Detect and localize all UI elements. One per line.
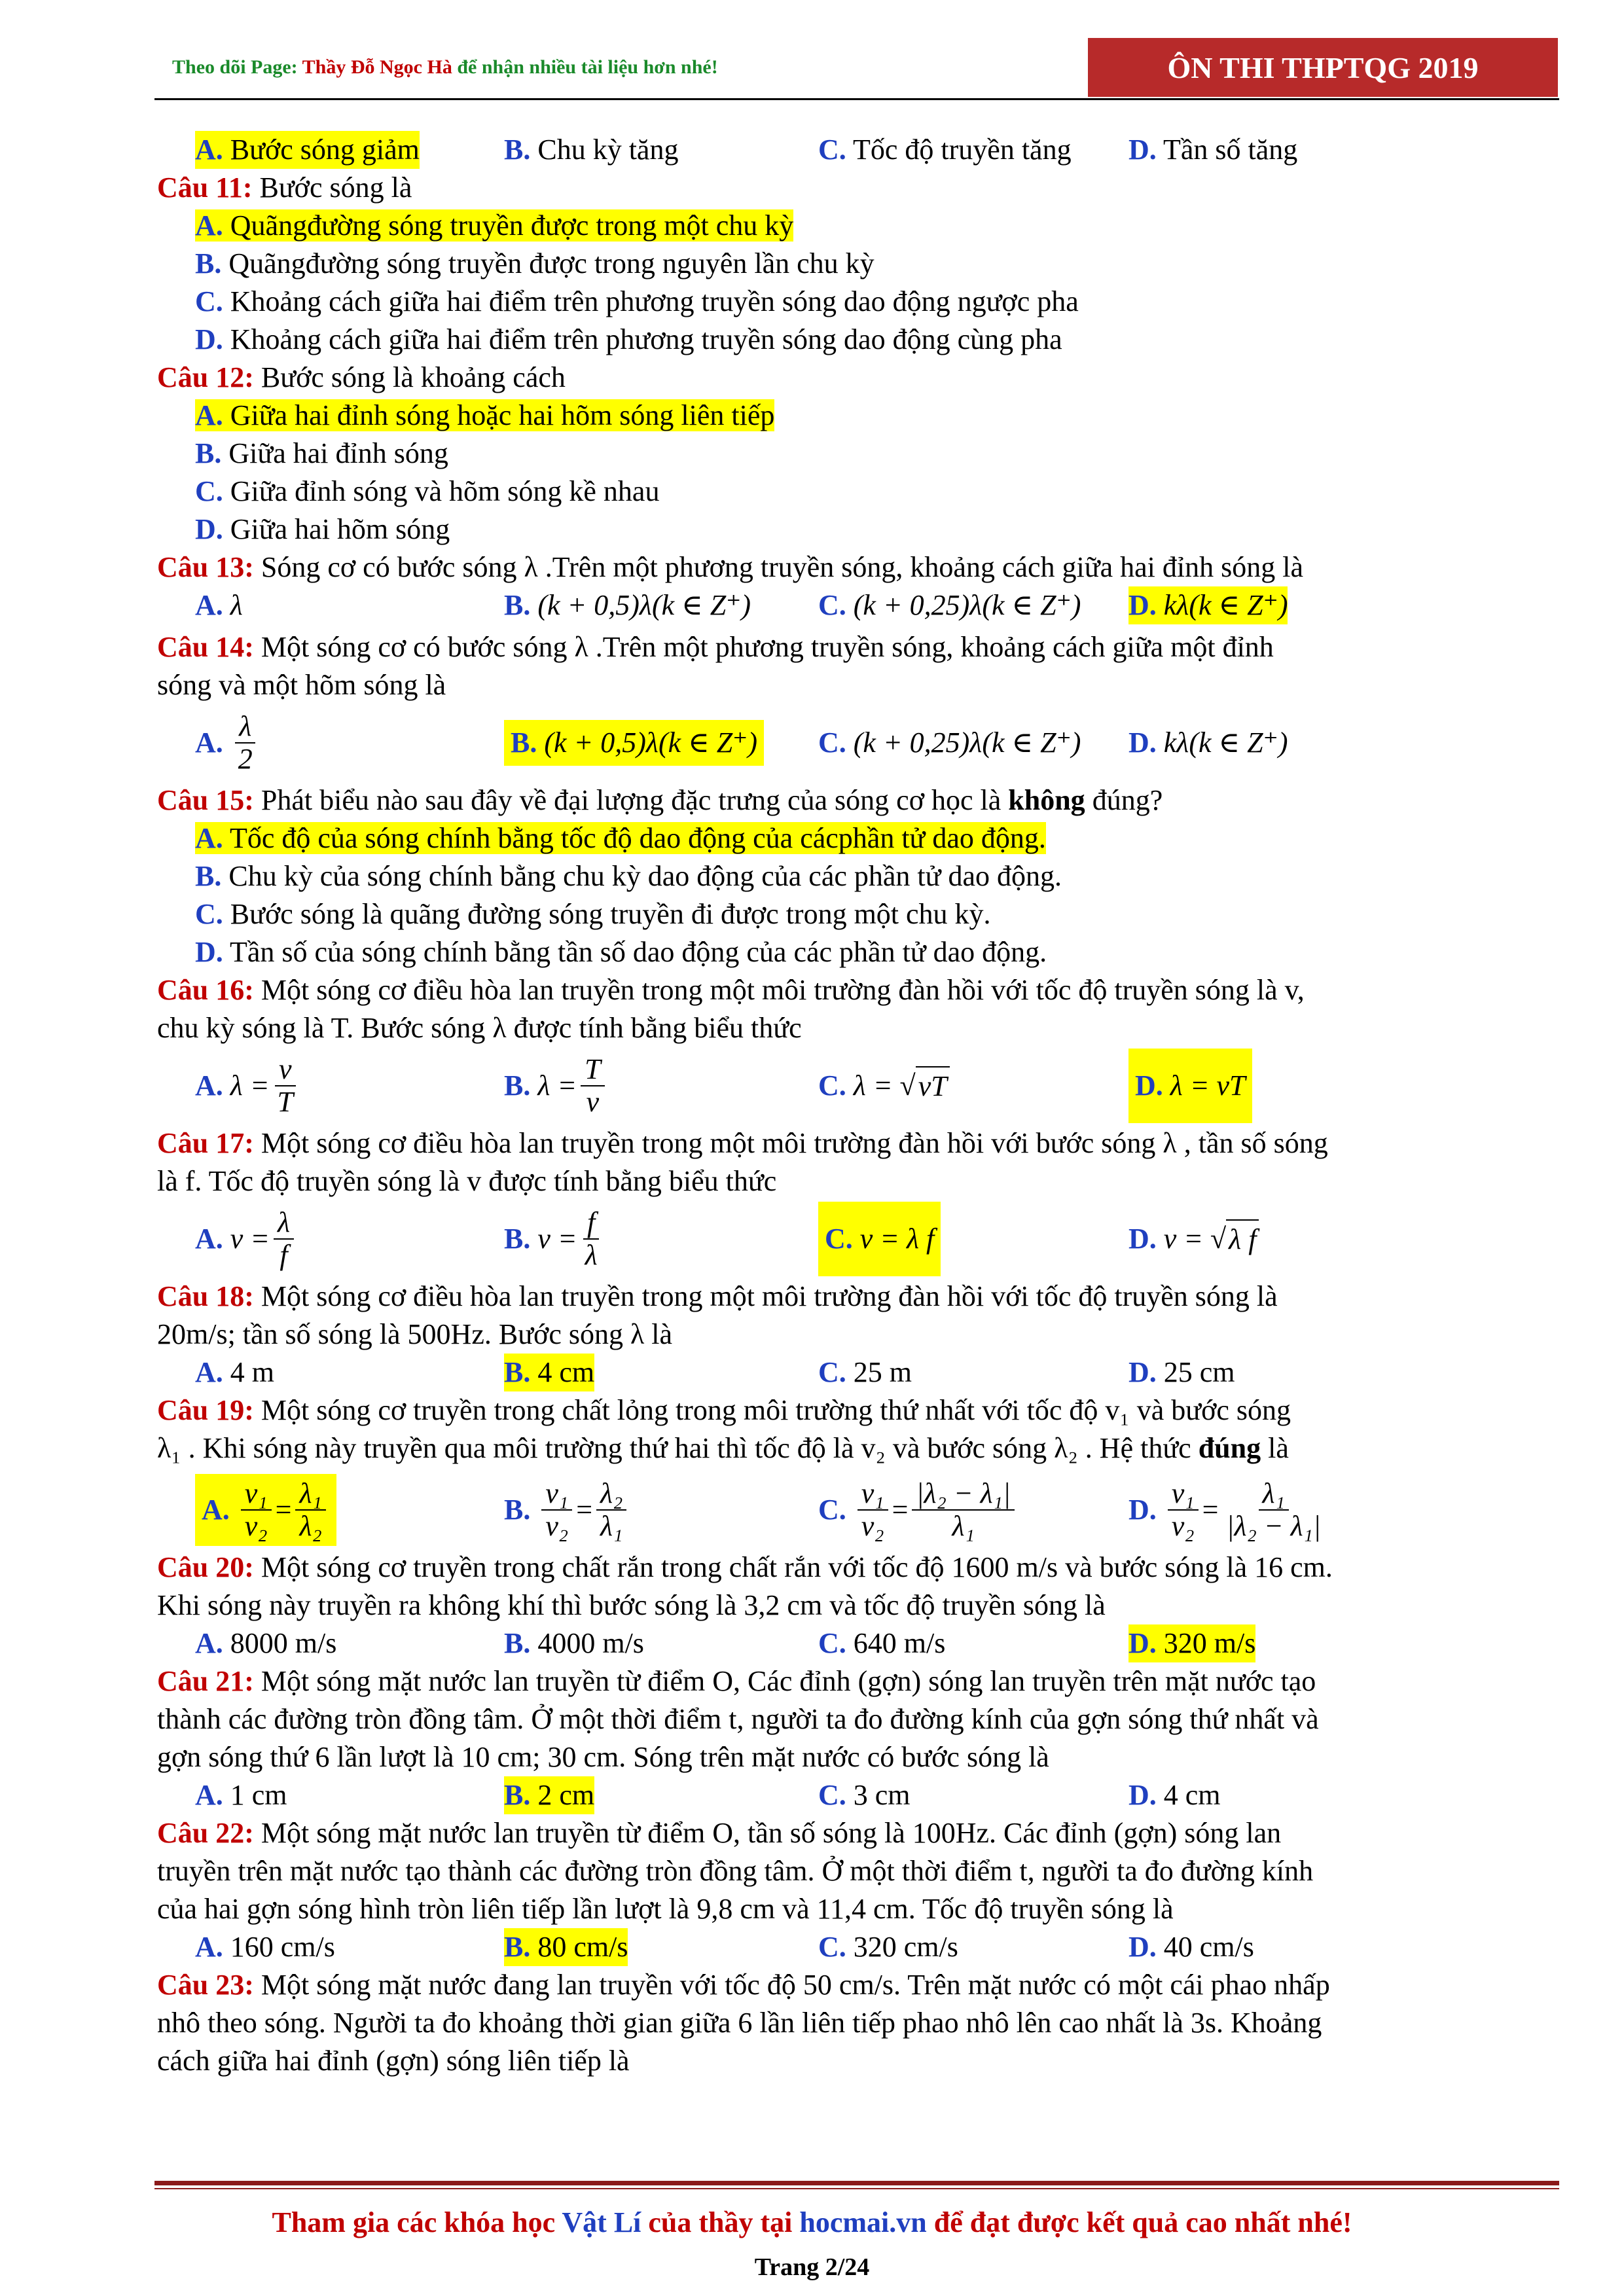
q21-option-d[interactable]: D. 4 cm xyxy=(1128,1779,1221,1811)
q13-option-d[interactable]: D. kλ(k ∈ Z⁺) xyxy=(1128,586,1288,624)
q18-option-b[interactable]: B. 4 cm xyxy=(504,1354,594,1391)
q11-option-b[interactable]: B. Quãngđường sóng truyền được trong nguyên lần chu kỳ xyxy=(195,247,875,279)
q21-option-b[interactable]: B. 2 cm xyxy=(504,1776,594,1814)
q20-options xyxy=(157,1624,1558,1662)
header-divider xyxy=(154,98,1559,100)
q22-stem-1: Câu 22: Một sóng mặt nước lan truyền từ điểm O, tần số sóng là 100Hz. Các đỉnh (gợn) sóng lan xyxy=(157,1817,1282,1849)
q14-option-a[interactable]: A. λ 2 xyxy=(195,704,261,781)
q16-stem-2: chu kỳ sóng là T. Bước sóng λ được tính bằng biểu thức xyxy=(157,1012,802,1044)
q22-options xyxy=(157,1928,1558,1966)
q19-option-b[interactable]: B. v₁ v₂ = λ₂ λ₁ xyxy=(504,1471,630,1549)
q10-option-c[interactable]: C. Tốc độ truyền tăng xyxy=(818,134,1072,166)
q17-option-b[interactable]: B. v = $\frac{f}{\lambda}$ xyxy=(504,1200,605,1278)
q22-stem-3: của hai gợn sóng hình tròn liên tiếp lần lượt là 9,8 cm và 11,4 cm. Tốc độ truyền sóng là xyxy=(157,1893,1174,1925)
q17-options xyxy=(157,1200,1558,1278)
q12-option-d[interactable]: D. Giữa hai hõm sóng xyxy=(195,513,450,545)
q19-options xyxy=(157,1471,1558,1549)
q16-option-d[interactable]: D. λ = vT xyxy=(1128,1047,1252,1124)
q19-option-a[interactable]: A. v₁ v₂ = λ₁ λ₂ xyxy=(195,1471,336,1549)
q15-option-a[interactable]: A. Tốc độ của sóng chính bằng tốc độ dao động của cácphần tử dao động. xyxy=(195,822,1046,854)
q17-option-a[interactable]: A. v = $\frac{\lambda}{f}$ xyxy=(195,1200,298,1278)
q21-option-a[interactable]: A. 1 cm xyxy=(195,1779,287,1811)
q11-stem: Câu 11: Bước sóng là xyxy=(157,171,412,204)
q14-option-c[interactable]: C. (k + 0,25)λ(k ∈ Z⁺) xyxy=(818,726,1081,759)
q14-option-b[interactable]: B. (k + 0,5)λ(k ∈ Z⁺) xyxy=(504,704,764,781)
q22-option-d[interactable]: D. 40 cm/s xyxy=(1128,1931,1254,1963)
q23-stem-2: nhô theo sóng. Người ta đo khoảng thời gian giữa 6 lần liên tiếp phao nhô lên cao nhất là 3s. Khoảng xyxy=(157,2007,1322,2039)
header-note-prefix: Theo dõi Page: xyxy=(172,56,298,78)
q18-option-a[interactable]: A. 4 m xyxy=(195,1356,275,1388)
q16-options xyxy=(157,1047,1558,1124)
q13-option-b[interactable]: B. (k + 0,5)λ(k ∈ Z⁺) xyxy=(504,589,751,621)
q20-stem-2: Khi sóng này truyền ra không khí thì bước sóng là 3,2 cm và tốc độ truyền sóng là xyxy=(157,1589,1106,1621)
q16-option-a[interactable]: A. λ = $\frac{v}{T}$ xyxy=(195,1047,301,1124)
q20-option-d[interactable]: D. 320 m/s xyxy=(1128,1624,1255,1662)
q18-option-c[interactable]: C. 25 m xyxy=(818,1356,912,1388)
q21-stem-1: Câu 21: Một sóng mặt nước lan truyền từ điểm O, Các đỉnh (gợn) sóng lan truyền trên mặt nước tạo xyxy=(157,1665,1316,1697)
header-note-suffix: để nhận nhiều tài liệu hơn nhé! xyxy=(457,56,718,78)
q11-option-d[interactable]: D. Khoảng cách giữa hai điểm trên phương truyền sóng dao động cùng pha xyxy=(195,323,1062,355)
q19-option-d[interactable]: D. v₁ v₂ = λ₁ |λ₂ − λ₁| xyxy=(1128,1477,1322,1542)
footer-rule-thick xyxy=(154,2181,1559,2185)
q14-stem-2: sóng và một hõm sóng là xyxy=(157,669,446,701)
q12-option-a[interactable]: A. Giữa hai đỉnh sóng hoặc hai hõm sóng liên tiếp xyxy=(195,399,775,431)
q22-stem-2: truyền trên mặt nước tạo thành các đường tròn đồng tâm. Ở một thời điểm t, người ta đo đường kính xyxy=(157,1855,1314,1887)
q11-option-a[interactable]: A. Quãngđường sóng truyền được trong một chu kỳ xyxy=(195,209,794,242)
q20-stem-1: Câu 20: Một sóng cơ truyền trong chất rắn trong chất rắn với tốc độ 1600 m/s và bước sóng là 16 cm. xyxy=(157,1551,1333,1583)
q13-option-a[interactable]: A. λ xyxy=(195,589,243,621)
q10-option-d[interactable]: D. Tần số tăng xyxy=(1128,134,1298,166)
question-list xyxy=(157,131,1558,2080)
q15-option-d[interactable]: D. Tần số của sóng chính bằng tần số dao động của các phần tử dao động. xyxy=(195,936,1047,968)
q14-option-d[interactable]: D. kλ(k ∈ Z⁺) xyxy=(1128,726,1288,759)
q20-option-a[interactable]: A. 8000 m/s xyxy=(195,1627,337,1659)
footer-link[interactable]: hocmai.vn xyxy=(799,2206,927,2238)
q10-option-a[interactable]: A. Bước sóng giảm xyxy=(195,131,420,169)
q14-options xyxy=(157,704,1558,781)
q10-options xyxy=(157,131,1558,169)
q15-option-c[interactable]: C. Bước sóng là quãng đường sóng truyền đi được trong một chu kỳ. xyxy=(195,898,991,930)
q17-stem-1: Câu 17: Một sóng cơ điều hòa lan truyền trong một môi trường đàn hồi với bước sóng λ , tần số sóng xyxy=(157,1127,1328,1159)
q21-option-c[interactable]: C. 3 cm xyxy=(818,1779,911,1811)
q18-option-d[interactable]: D. 25 cm xyxy=(1128,1356,1235,1388)
q17-stem-2: là f. Tốc độ truyền sóng là v được tính bằng biểu thức xyxy=(157,1165,777,1197)
q12-option-c[interactable]: C. Giữa đỉnh sóng và hõm sóng kề nhau xyxy=(195,475,660,507)
q21-stem-3: gợn sóng thứ 6 lần lượt là 10 cm; 30 cm. Sóng trên mặt nước có bước sóng là xyxy=(157,1741,1049,1773)
q23-stem-3: cách giữa hai đỉnh (gợn) sóng liên tiếp là xyxy=(157,2045,630,2077)
q11-option-c[interactable]: C. Khoảng cách giữa hai điểm trên phương truyền sóng dao động ngược pha xyxy=(195,285,1079,317)
q19-stem-2: λ₁ . Khi sóng này truyền qua môi trường thứ hai thì tốc độ là v₂ và bước sóng λ₂ . Hệ thức đúng là xyxy=(157,1432,1289,1464)
page-number: Trang 2/24 xyxy=(754,2253,870,2281)
q18-stem-2: 20m/s; tần số sóng là 500Hz. Bước sóng λ là xyxy=(157,1318,673,1350)
q12-option-b[interactable]: B. Giữa hai đỉnh sóng xyxy=(195,437,448,469)
q18-options xyxy=(157,1354,1558,1391)
q15-option-b[interactable]: B. Chu kỳ của sóng chính bằng chu kỳ dao động của các phần tử dao động. xyxy=(195,860,1062,892)
q12-stem: Câu 12: Bước sóng là khoảng cách xyxy=(157,361,566,393)
q22-option-a[interactable]: A. 160 cm/s xyxy=(195,1931,335,1963)
footer-rule-thin xyxy=(154,2188,1559,2189)
header-note xyxy=(172,56,718,79)
q22-option-b[interactable]: B. 80 cm/s xyxy=(504,1928,628,1966)
q14-stem-1: Câu 14: Một sóng cơ có bước sóng λ .Trên một phương truyền sóng, khoảng cách giữa một đỉnh xyxy=(157,631,1274,663)
q16-stem-1: Câu 16: Một sóng cơ điều hòa lan truyền trong một môi trường đàn hồi với tốc độ truyền sóng là v, xyxy=(157,974,1305,1006)
q16-option-c[interactable]: C. λ = √ vT xyxy=(818,1047,950,1124)
q13-stem: Câu 13: Sóng cơ có bước sóng λ .Trên một phương truyền sóng, khoảng cách giữa hai đỉnh sóng là xyxy=(157,551,1303,583)
q15-stem: Câu 15: Phát biểu nào sau đây về đại lượng đặc trưng của sóng cơ học là không đúng? xyxy=(157,784,1163,816)
q22-option-c[interactable]: C. 320 cm/s xyxy=(818,1931,958,1963)
q20-option-c[interactable]: C. 640 m/s xyxy=(818,1627,946,1659)
q13-option-c[interactable]: C. (k + 0,25)λ(k ∈ Z⁺) xyxy=(818,589,1081,621)
q19-option-c[interactable]: C. v₁ v₂ = |λ₂ − λ₁| λ₁ xyxy=(818,1471,1019,1549)
q20-option-b[interactable]: B. 4000 m/s xyxy=(504,1627,644,1659)
footer-promo: Tham gia các khóa học Vật Lí của thầy tại hocmai.vn để đạt được kết quả cao nhất nhé! xyxy=(272,2206,1352,2238)
q13-options xyxy=(157,586,1558,628)
q21-options xyxy=(157,1776,1558,1814)
header-badge: ÔN THI THPTQG 2019 xyxy=(1088,38,1558,97)
q16-option-b[interactable]: B. λ = $\frac{T}{v}$ xyxy=(504,1047,609,1124)
header-note-name: Thầy Đỗ Ngọc Hà xyxy=(302,56,452,78)
q17-option-c[interactable]: C. v = λ f xyxy=(818,1200,941,1278)
q21-stem-2: thành các đường tròn đồng tâm. Ở một thời điểm t, người ta đo đường kính của gợn sóng thứ nhất và xyxy=(157,1703,1319,1735)
q18-stem-1: Câu 18: Một sóng cơ điều hòa lan truyền trong một môi trường đàn hồi với tốc độ truyền sóng là xyxy=(157,1280,1278,1312)
q19-stem-1: Câu 19: Một sóng cơ truyền trong chất lỏng trong môi trường thứ nhất với tốc độ v₁ và bước sóng xyxy=(157,1394,1291,1426)
q10-option-b[interactable]: B. Chu kỳ tăng xyxy=(504,134,679,166)
q17-option-d[interactable]: D. v = √ λ f xyxy=(1128,1200,1259,1278)
q23-stem-1: Câu 23: Một sóng mặt nước đang lan truyền với tốc độ 50 cm/s. Trên mặt nước có một cái phao nhấp xyxy=(157,1969,1330,2001)
